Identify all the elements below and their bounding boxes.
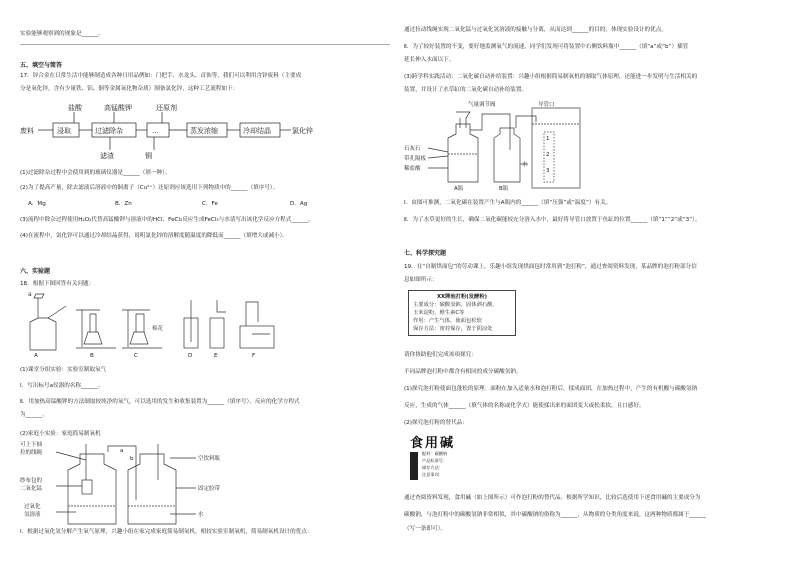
q18-part-4: 为______。	[20, 412, 48, 418]
flow-top-label: 高锰酸钾	[104, 104, 132, 112]
right-mid-line-1: Ⅰ．由图可推测，二氧化碳在装置产生与A瓶内的______（填“压强”或“温度”）有关。	[404, 200, 612, 206]
diagram-label: A瓶	[454, 186, 464, 192]
flow-box-label: 冷却结晶	[243, 127, 271, 135]
q18-part-3: Ⅱ．用加热高锰酸钾的方法制取较纯净的氧气，可以选用的发生和收集装置为______（填序号），反应的化学方程式	[20, 399, 300, 405]
diagram-label: 过氧化	[24, 504, 41, 510]
q19-last-line-2: 碳酸钠，与泡打粉中的碳酸氢钠非常相似，其中碳酸钠的俗称为______，从物质的分类角度来说，这两种物质都属于______	[404, 512, 707, 518]
q19-part-2: 不同品牌泡打粉中都含有相同的成分碳酸氢钠。	[404, 369, 522, 375]
food-soda-line: 配料：碳酸钠	[422, 451, 448, 456]
flow-box-label: 过滤除杂	[95, 127, 123, 135]
co2-supply-diagram	[404, 98, 584, 192]
diagram-label: 1	[546, 136, 550, 142]
label-card-title: XX牌泡打粉(发酵粉)	[436, 294, 488, 300]
label-card-line: 保存方法：密封保存，置于阴凉处	[413, 326, 493, 332]
apparatus-label: E	[214, 353, 218, 359]
section-seven-title: 七、科学探究题	[404, 250, 447, 257]
baking-powder-label-card	[408, 290, 516, 336]
diagram-label: a	[120, 448, 124, 454]
option-d: D．Ag	[290, 201, 308, 207]
q17-part-2: (2)为了提高产量，除去滤液后溶液中的铜离子（Cu²⁺）还原剂应该选用下列物质中的______（填序号）。	[20, 185, 279, 191]
option-c: C．Fe	[202, 201, 218, 207]
q19-last-line-1: 通过查阅资料发现，食用碱（如上图所示）可作泡打粉的替代品。根据所学知识，比较后选使用下述食用碱的主要成分为	[404, 495, 701, 501]
diagram-label: 水	[198, 512, 204, 518]
flow-top-label: 还原剂	[156, 104, 177, 112]
right-top-line-3: 延长伸入水面以下。	[404, 57, 455, 63]
right-column	[404, 0, 774, 562]
diagram-label: 石灰石	[404, 146, 421, 152]
q18-part-2: Ⅰ．写出标号a仪器的名称______。	[20, 383, 104, 389]
food-soda-label	[408, 432, 488, 484]
process-flow-diagram	[20, 100, 360, 162]
food-soda-title: 食用碱	[410, 436, 456, 451]
option-a: A．Mg	[28, 201, 46, 207]
q19-last-line-3: （写一条即可）。	[404, 526, 446, 532]
diagram-label: 2	[546, 152, 550, 158]
svg-text:a: a	[28, 292, 32, 298]
flow-start-label: 废料	[20, 127, 34, 135]
flow-box-label: 蒸发浓缩	[190, 127, 218, 135]
food-soda-line: 产品标准号：	[422, 458, 448, 463]
apparatus-label: B	[90, 353, 94, 359]
left-top-line: 实验能够观察到的现象是______。	[20, 31, 104, 37]
right-top-line-5: 装置，并设计了水草缸的二氧化碳自动补给装置。	[404, 87, 528, 93]
diagram-label: 固定胶带	[198, 486, 221, 492]
q17-part-3: (3)流程中除杂过程使用H₂O₂代替高锰酸钾与溶液中的HCl、FeCl₂反应生成FeCl₃与水请写出该化学反应方程式______。	[20, 217, 314, 223]
diagram-label: 水	[522, 162, 528, 168]
section-six-title: 六、实验题	[20, 268, 51, 275]
diagram-label: 氢溶液	[24, 512, 41, 518]
label-card-line: 作用：产生气体，使面包松软	[413, 318, 482, 324]
diagram-label: 可上下抽	[20, 442, 43, 448]
q17-part-4: (4)在流程中，氯化锌可以通过冷却结晶获得，说明氯化锌的溶解度随温度的降低而______（填增大或减小）。	[20, 233, 289, 239]
cotton-label: 棉花	[152, 326, 164, 332]
option-b: B．Zn	[115, 201, 132, 207]
apparatus-label: D	[188, 353, 193, 359]
q17-text-line-2: 分是氧化锌，含有少量铁、铝、铜等金属氧化物杂质）制备氯化锌，这种工艺流程如下：	[20, 86, 239, 92]
food-soda-line: 注意事项：	[422, 472, 443, 477]
q18-part-5: (2)家庭小实验：家庭简易制氧机	[20, 431, 101, 437]
apparatus-label: F	[252, 353, 256, 359]
q18-text: 18．根据下图回答有关问题：	[20, 281, 95, 287]
diagram-label: 导管口	[538, 102, 555, 108]
q17-text-line-1: 17．锌合金在日常生活中能够制造成各种日用品例如：门把手、水龙头、首饰等，我们可以利用含锌废料（主要成	[20, 73, 302, 79]
flow-end-label: 氯化锌	[292, 127, 313, 135]
apparatus-label: C	[134, 353, 138, 359]
q19-text-line-1: 19．在“自制烘面包”的劳动课上，乐趣小组发现烘面包时常用到“泡打粉”，通过查阅资料发现，某品牌的泡打粉部分信	[404, 264, 697, 270]
diagram-label: 二氧化锰	[20, 486, 43, 492]
flow-bottom-label: 滤渣	[100, 152, 114, 160]
left-bottom-line: Ⅰ．根据过氧化氢分解产生氧气原理，兴趣小组在家完成家庭简易制氧机。相较实验室制氧机，简易制氧机设计的优点：	[20, 529, 313, 535]
right-top-line-1: 通过拉动线绳实现二氧化锰与过氧化氢溶液的接触与分离，从而达到______的目的，体现实验设计的优点。	[404, 27, 667, 33]
q17-part-1: (1)过滤除杂过程中会使用到的玻璃仪器是______（填一种）。	[20, 170, 171, 176]
diagram-label: 带孔隔板	[404, 156, 427, 162]
diagram-label: 气量调节阀	[468, 102, 496, 108]
flow-box-label: 浸取	[57, 127, 71, 135]
diagram-label: B瓶	[499, 186, 509, 192]
section-five-title: 五、填空与简答	[20, 62, 63, 69]
oxygen-generator-diagram	[20, 440, 260, 528]
right-top-line-2: Ⅱ．为了较好装置的不变，要好地监测氧气的流速，同学们发现可将装置中右侧饮料瓶中______（填“a”或“b”）插管	[404, 44, 689, 50]
label-card-line: 主要成分：碳酸氢钠、固体酒石酸、	[413, 302, 498, 308]
label-card-line: 玉米淀粉，维生素C等	[413, 310, 465, 316]
diagram-label: 纱布包的	[20, 478, 43, 484]
flow-box-label: …	[152, 127, 159, 135]
apparatus-label: A	[34, 353, 38, 359]
apparatus-figure	[20, 292, 280, 358]
right-top-line-4: (3)跨学科实践活动：二氧化碳自动补给装置：兴趣小组根据简易制氧机的制取气体原理，还能进一步发明与生活相关的	[404, 74, 698, 80]
diagram-label: 稀盐酸	[404, 166, 421, 172]
diagram-label: b	[130, 456, 134, 462]
divider	[20, 44, 390, 45]
q19-part-4: 反应，生成的气体______（填气体的名称或化学式）能使揉出来的面团变大或松柔软，且口感好。	[404, 403, 645, 409]
diagram-label: 空饮料瓶	[198, 456, 221, 462]
food-soda-line: 储存方法：	[422, 465, 443, 470]
q19-text-line-2: 息如图所示：	[404, 277, 438, 283]
q18-part-1: (1)课堂分组实验：实验室制取氧气	[20, 367, 107, 373]
left-column	[20, 0, 390, 562]
q19-part-1: 请你协助他们完成该项探究：	[404, 352, 477, 358]
flow-top-label: 盐酸	[68, 104, 82, 112]
diagram-label: 拉的线绳	[20, 450, 43, 456]
q19-part-3: (1)探究泡打粉使面包蓬松的原理：面粉在加入适量水和泡打粉后，揉成面团，在加热过程中，产生的有机酸与碳酸氢钠	[404, 386, 698, 392]
flow-bottom-label: 铜	[145, 152, 152, 160]
diagram-label: 3	[546, 168, 550, 174]
right-mid-line-2: Ⅱ．为了水草更好的生长，确保二氧化碳能较充分溶入水中，最好将导管口放置于鱼缸的位置______（填“1”“2”或“3”）。	[404, 217, 701, 223]
food-soda-barcode	[410, 452, 418, 480]
q19-part-5: (2)探究泡打粉的替代品：	[404, 420, 468, 426]
